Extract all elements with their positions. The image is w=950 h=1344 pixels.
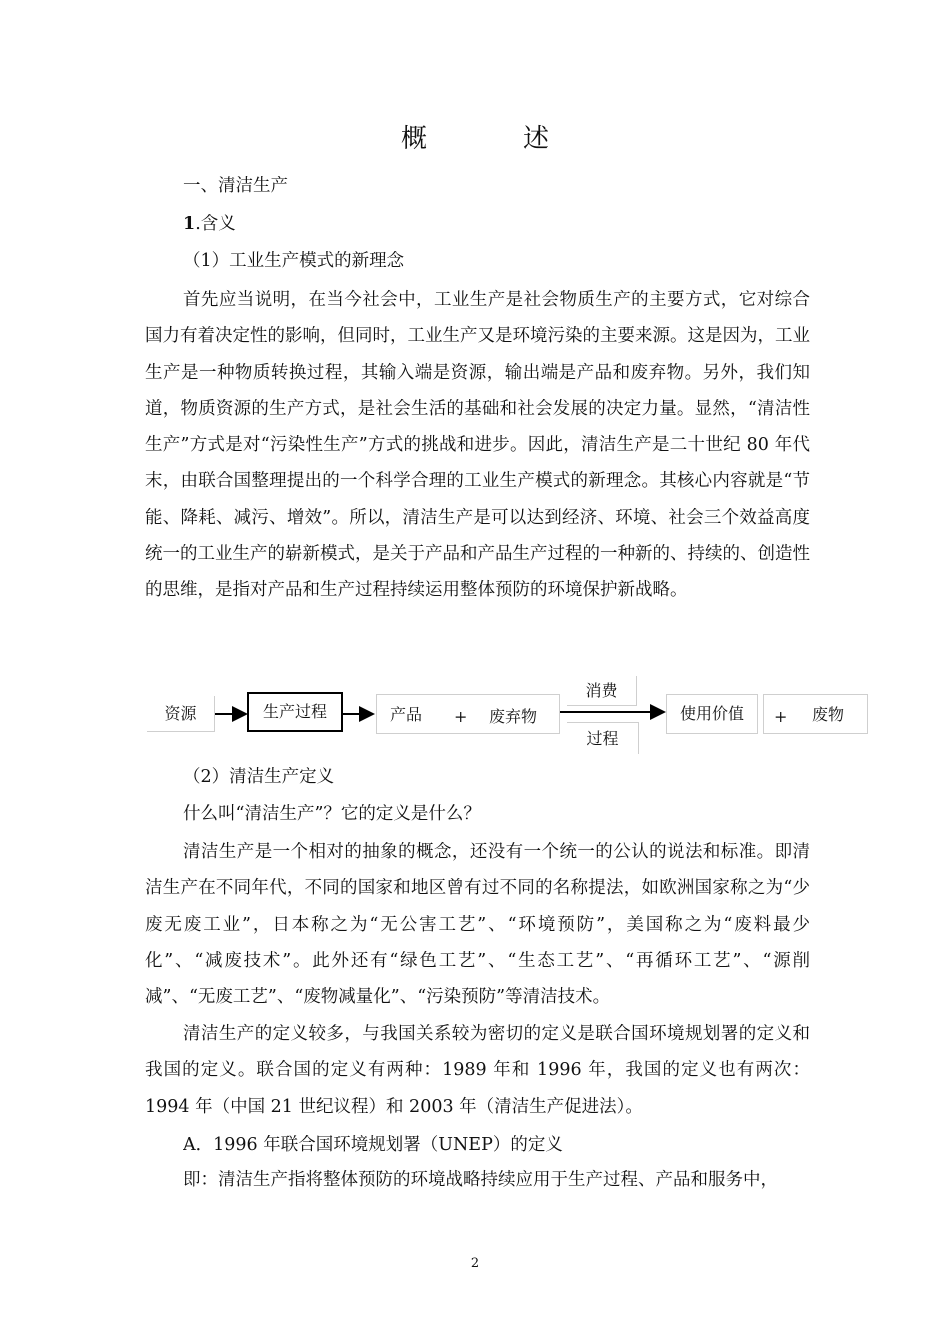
box-use-value — [666, 694, 758, 734]
paragraph-2-text: 清洁生产是一个相对的抽象的概念，还没有一个统一的公认的说法和标准。即清洁生产在不同年代，不同的国家和地区曾有过不同的名称提法，如欧洲国家称之为“少废无废工业”，日本称之为“无公害工艺”、“环境预防”，美国称之为“废料最少化”、“减废技术”。此外还有“绿色工艺”、“生态工艺”、“再循环工艺”、“源削减”、“无废工艺”、“废物减量化”、“污染预防”等清洁技术。 — [145, 842, 810, 1008]
box-product-waste — [376, 694, 560, 734]
label-waste: 废弃物 — [489, 707, 538, 726]
box-production-process — [247, 692, 343, 732]
paragraph-1-text: 首先应当说明，在当今社会中，工业生产是社会物质生产的主要方式，它对综合国力有着决定性的影响，但同时，工业生产又是环境污染的主要来源。这是因为，工业生产是一种物质转换过程，其输入端是资源，输出端是产品和废弃物。另外，我们知道，物质资源的生产方式，是社会生活的基础和社会发展的决定力量。显然，“清洁性生产”方式是对“污染性生产”方式的挑战和进步。因此，清洁生产是二十世纪 80 年代末，由联合国整理提出的一个科学合理的工业生产模式的新理念。其核心内容就是“节能、降耗、减污、增效”。所以，清洁生产是可以达到经济、环境、社会三个效益高度统一的工业生产的崭新模式，是关于产品和产品生产过程的一种新的、持续的、创造性的思维，是指对产品和生产过程持续运用整体预防的环境保护新战略。 — [145, 290, 810, 601]
subsection-heading — [183, 214, 848, 234]
box-resource — [147, 696, 215, 732]
title-char-1: 概 — [400, 124, 427, 154]
section-heading: 一、清洁生产 — [183, 176, 288, 196]
label-plus-1: + — [454, 707, 468, 726]
label-plus-2: + — [774, 707, 788, 726]
label-resource: 资源 — [164, 703, 197, 723]
subheading-2: （2）清洁生产定义 — [183, 767, 335, 787]
subsection-title: .含义 — [195, 214, 236, 234]
paragraph-3 — [145, 1016, 810, 1125]
paragraph-2 — [145, 834, 810, 1015]
label-course: 过程 — [586, 728, 619, 748]
subsection-number: 1 — [183, 214, 196, 234]
page-title — [0, 118, 950, 155]
label-product: 产品 — [390, 705, 423, 724]
label-consume: 消费 — [585, 680, 618, 700]
label-use-value: 使用价值 — [679, 704, 744, 723]
label-production-process: 生产过程 — [262, 702, 327, 721]
label-waste-output: 废物 — [812, 705, 845, 724]
question-line: 什么叫“清洁生产”？它的定义是什么？ — [183, 804, 481, 824]
box-consume — [567, 676, 637, 706]
paragraph-1 — [145, 282, 810, 609]
page-number: 2 — [470, 1256, 480, 1271]
title-char-2: 述 — [523, 124, 550, 154]
box-waste-output — [763, 694, 868, 734]
subheading-3: A．1996 年联合国环境规划署（UNEP）的定义 — [183, 1135, 563, 1155]
box-course — [567, 722, 639, 754]
paragraph-4 — [145, 1162, 810, 1198]
flow-diagram — [0, 670, 950, 760]
subheading-1: （1）工业生产模式的新理念 — [183, 251, 405, 271]
paragraph-3-text: 清洁生产的定义较多，与我国关系较为密切的定义是联合国环境规划署的定义和我国的定义。联合国的定义有两种：1989 年和 1996 年，我国的定义也有两次：1994 年（中国 21 世纪议程）和 2003 年（清洁生产促进法）。 — [145, 1024, 810, 1117]
paragraph-4-text: 即：清洁生产指将整体预防的环境战略持续应用于生产过程、产品和服务中， — [183, 1170, 778, 1190]
